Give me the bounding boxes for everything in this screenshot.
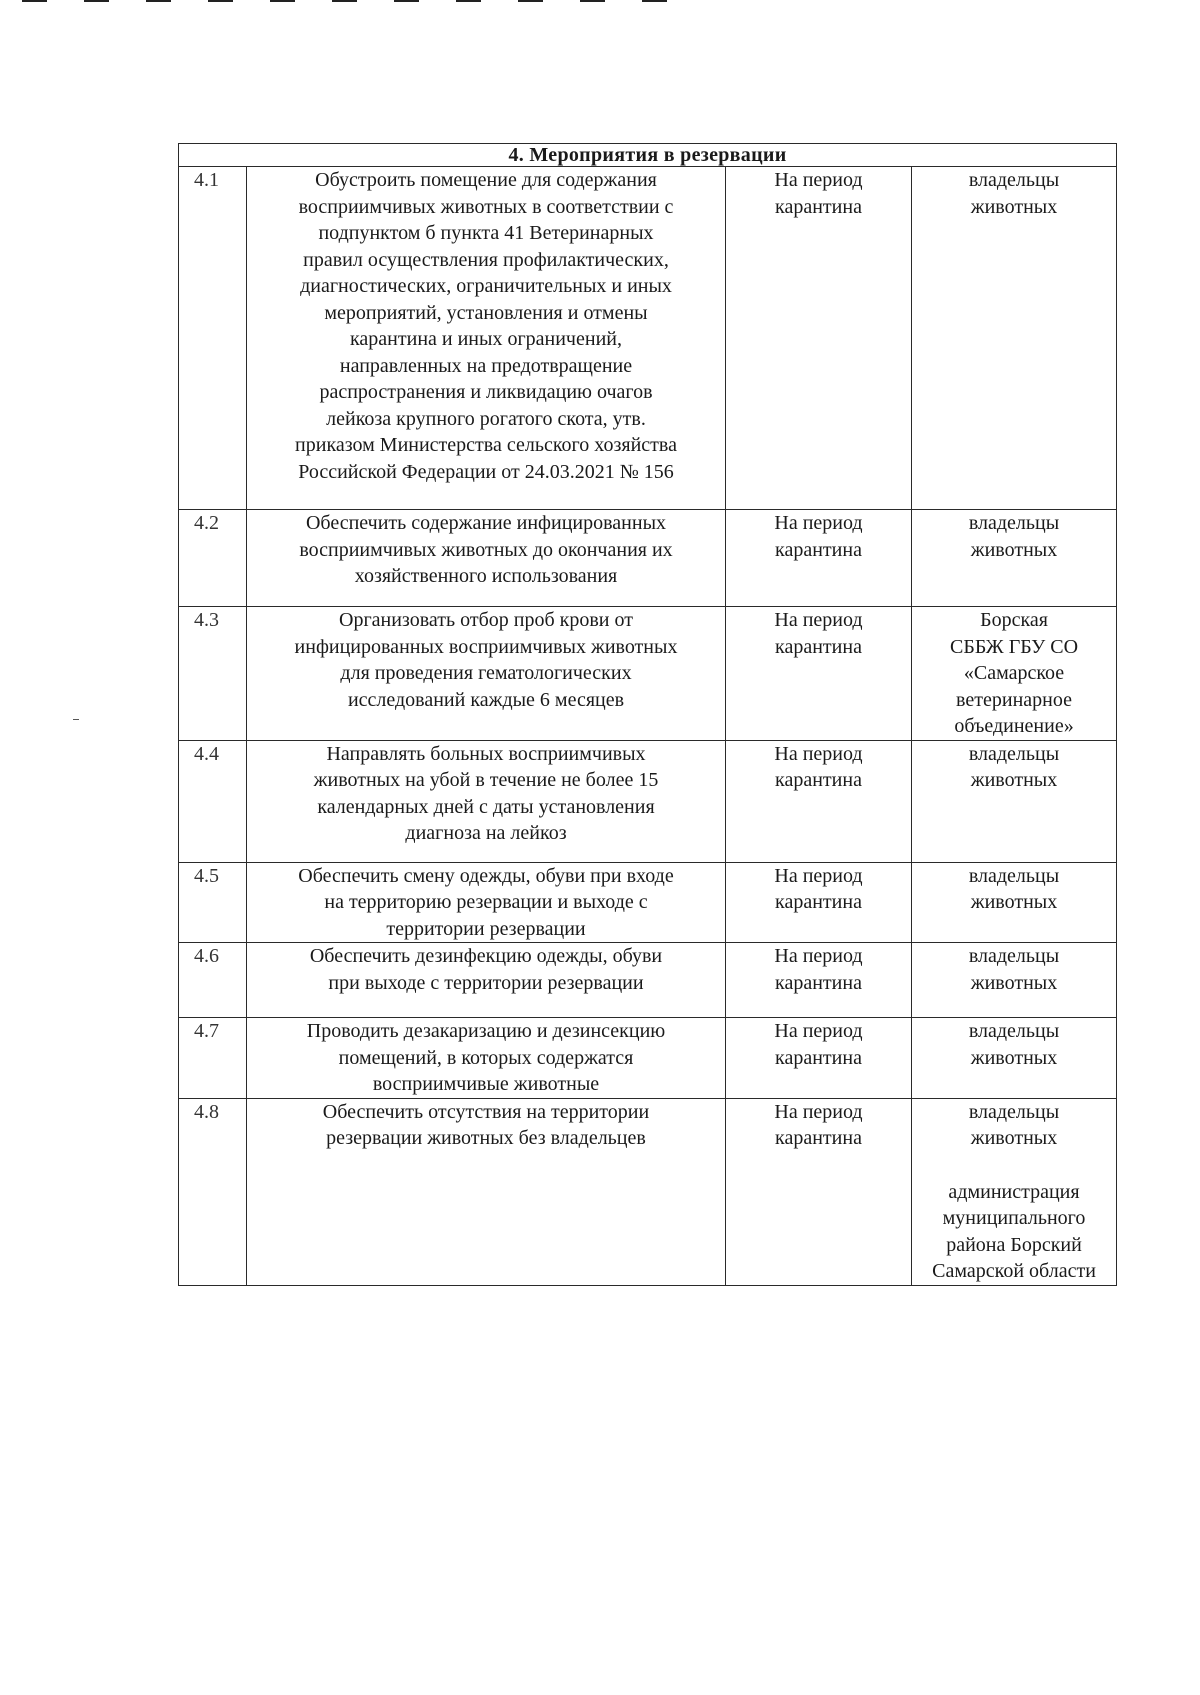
responsible-cell <box>912 167 1117 510</box>
table-row <box>179 1018 1117 1099</box>
responsible-gap <box>916 1152 1112 1179</box>
measures-table-body <box>179 144 1117 1286</box>
term-line: На период <box>774 169 863 191</box>
term-cell <box>726 862 912 943</box>
responsible-line: объединение» <box>954 715 1074 737</box>
responsible-line: СББЖ ГБУ СО <box>950 635 1079 658</box>
measure-line: подпунктом б пункта 41 Ветеринарных <box>318 222 654 244</box>
item-number: 4.6 <box>179 943 247 1018</box>
term-line: карантина <box>775 971 862 994</box>
term-line: карантина <box>775 195 862 218</box>
responsible-line: Самарской области <box>932 1260 1096 1282</box>
responsible-line: администрация <box>948 1180 1080 1203</box>
table-row <box>179 510 1117 607</box>
responsible-cell <box>912 1018 1117 1099</box>
table-row <box>179 862 1117 943</box>
responsible-line: муниципального <box>942 1207 1086 1229</box>
table-row <box>179 740 1117 862</box>
measure-line: Российской Федерации от 24.03.2021 № 156 <box>298 460 674 483</box>
responsible-line: животных <box>970 769 1058 791</box>
measure-line: восприимчивые животные <box>372 1073 600 1095</box>
measure-line: для проведения гематологических <box>340 662 632 684</box>
term-line: На период <box>774 864 863 887</box>
term-cell <box>726 607 912 741</box>
responsible-line: владельцы <box>968 1100 1060 1123</box>
measure-line: календарных дней с даты установления <box>317 795 655 818</box>
scan-edge-marks <box>22 0 667 2</box>
term-cell <box>726 1098 912 1285</box>
measure-line: при выходе с территории резервации <box>328 971 644 994</box>
measure-line: Направлять больных восприимчивых <box>326 742 646 765</box>
measure-line: распространения и ликвидацию очагов <box>319 381 653 403</box>
measure-description <box>247 607 726 741</box>
responsible-line: района Борский <box>946 1233 1082 1256</box>
term-line: На период <box>774 609 863 631</box>
term-line: карантина <box>775 635 862 658</box>
responsible-line: владельцы <box>968 169 1060 191</box>
measure-line: резервации животных без владельцев <box>326 1127 646 1149</box>
responsible-line: животных <box>970 195 1058 218</box>
measures-table <box>178 143 1117 1286</box>
section-title: 4. Мероприятия в резервации <box>179 144 1117 167</box>
term-line: На период <box>774 742 863 765</box>
term-line: На период <box>774 512 863 534</box>
measure-line: Обеспечить содержание инфицированных <box>305 512 667 534</box>
measure-line: мероприятий, установления и отмены <box>324 301 648 324</box>
measure-line: помещений, в которых содержатся <box>338 1046 634 1069</box>
item-number: 4.4 <box>179 740 247 862</box>
measure-line: Обеспечить отсутствия на территории <box>322 1100 650 1123</box>
table-row <box>179 1098 1117 1285</box>
responsible-line: ветеринарное <box>956 688 1072 711</box>
term-line: На период <box>774 1100 863 1123</box>
measure-line: Обеспечить смену одежды, обуви при входе <box>298 864 674 887</box>
responsible-line: владельцы <box>968 742 1060 765</box>
responsible-line: животных <box>970 891 1058 913</box>
measure-line: инфицированных восприимчивых животных <box>294 635 678 658</box>
responsible-line: «Самарское <box>963 662 1065 684</box>
term-cell <box>726 167 912 510</box>
term-line: карантина <box>775 769 862 791</box>
item-number: 4.7 <box>179 1018 247 1099</box>
responsible-line: животных <box>970 1127 1058 1149</box>
measure-description <box>247 740 726 862</box>
measure-line: восприимчивых животных в соответствии с <box>298 195 674 218</box>
term-cell <box>726 740 912 862</box>
section-header-row <box>179 144 1117 167</box>
responsible-cell <box>912 862 1117 943</box>
responsible-line: животных <box>970 538 1058 561</box>
table-row <box>179 943 1117 1018</box>
term-line: На период <box>774 945 863 967</box>
measure-description <box>247 943 726 1018</box>
term-line: карантина <box>775 1046 862 1069</box>
measure-description <box>247 1018 726 1099</box>
responsible-line: владельцы <box>968 864 1060 887</box>
measure-line: на территорию резервации и выходе с <box>324 891 648 913</box>
measure-description <box>247 167 726 510</box>
term-line: На период <box>774 1020 863 1042</box>
responsible-cell <box>912 740 1117 862</box>
responsible-line: Борская <box>980 609 1048 631</box>
measure-line: животных на убой в течение не более 15 <box>313 769 659 791</box>
responsible-cell <box>912 510 1117 607</box>
measure-line: правил осуществления профилактических, <box>303 248 669 271</box>
responsible-line: владельцы <box>968 1020 1060 1042</box>
item-number: 4.2 <box>179 510 247 607</box>
measure-line: восприимчивых животных до окончания их <box>299 538 673 561</box>
measure-line: исследований каждые 6 месяцев <box>347 688 625 711</box>
item-number: 4.8 <box>179 1098 247 1285</box>
responsible-line: владельцы <box>968 512 1060 534</box>
term-cell <box>726 510 912 607</box>
measure-line: лейкоза крупного рогатого скота, утв. <box>326 407 646 430</box>
measure-description <box>247 862 726 943</box>
item-number: 4.1 <box>179 167 247 510</box>
responsible-line: животных <box>970 1046 1058 1069</box>
term-line: карантина <box>775 891 862 913</box>
term-cell <box>726 943 912 1018</box>
term-line: карантина <box>775 1127 862 1149</box>
measure-line: хозяйственного использования <box>354 565 618 587</box>
responsible-line: владельцы <box>968 945 1060 967</box>
responsible-cell <box>912 943 1117 1018</box>
table-row <box>179 607 1117 741</box>
measure-line: диагноза на лейкоз <box>405 822 567 844</box>
measure-line: Обеспечить дезинфекцию одежды, обуви <box>309 945 663 967</box>
responsible-cell <box>912 1098 1117 1285</box>
term-cell <box>726 1018 912 1099</box>
measure-line: диагностических, ограничительных и иных <box>300 275 672 297</box>
table-row <box>179 167 1117 510</box>
responsible-cell <box>912 607 1117 741</box>
measure-line: Организовать отбор проб крови от <box>339 609 633 631</box>
measure-description <box>247 1098 726 1285</box>
item-number: 4.5 <box>179 862 247 943</box>
measure-line: направленных на предотвращение <box>339 354 633 377</box>
responsible-line: животных <box>970 971 1058 994</box>
measure-line: карантина и иных ограничений, <box>350 328 622 350</box>
measure-line: Обустроить помещение для содержания <box>315 169 657 191</box>
measure-line: территории резервации <box>386 917 586 940</box>
term-line: карантина <box>775 538 862 561</box>
item-number: 4.3 <box>179 607 247 741</box>
measure-line: Проводить дезакаризацию и дезинсекцию <box>306 1020 666 1042</box>
scan-speck <box>73 719 79 720</box>
measure-description <box>247 510 726 607</box>
measure-line: приказом Министерства сельского хозяйства <box>295 434 677 456</box>
